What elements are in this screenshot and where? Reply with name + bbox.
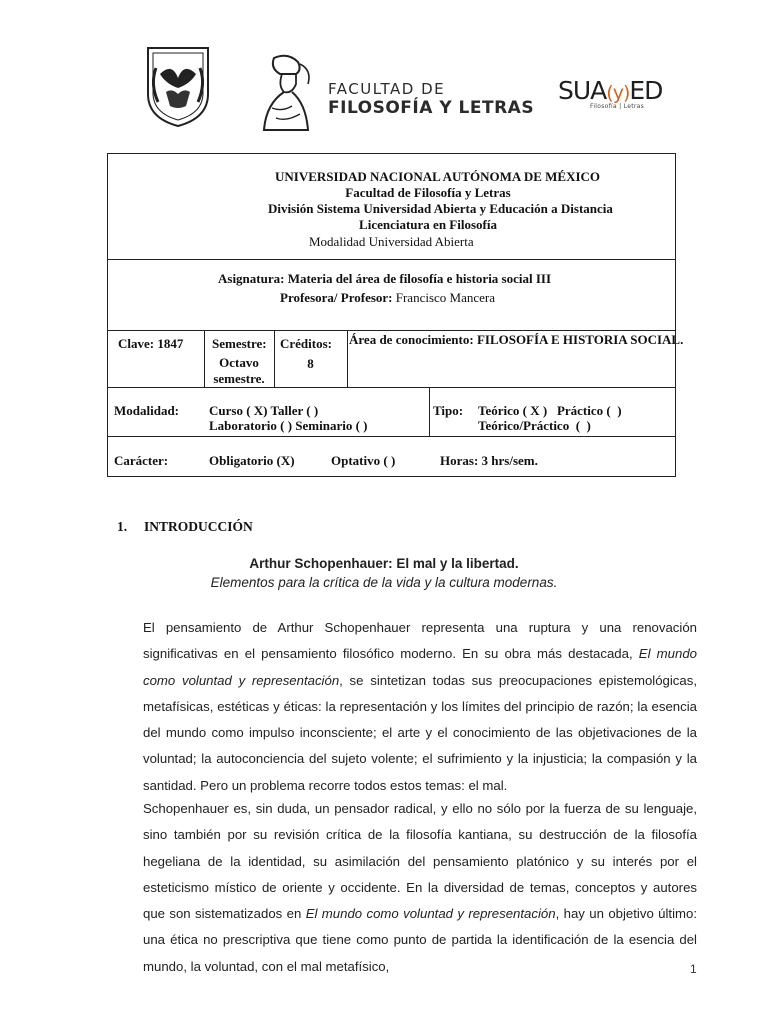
professor-line [280,290,495,306]
table-divider [108,259,675,260]
paragraph-text: , se sintetizan todas sus preocupaciones epistemológicas, metafísicas, estéticas y éticas: la representación y los límites del principio de razón; la esencia del mundo como impulso inconsciente; el arte y el conocimiento de las objetivaciones de la voluntad; la autoconciencia del sujeto volente; el sufrimiento y la injusticia; la compasión y la santidad. Pero un problema recorre todos estos temas: el mal. [143,672,697,793]
page-number: 1 [690,962,697,976]
book-title-italic: El mundo como voluntad y representación [305,906,556,922]
caracter-label: Carácter: [114,453,169,468]
division-name: División Sistema Universidad Abierta y Educación a Distancia [268,201,613,216]
modality-name: Modalidad Universidad Abierta [309,234,474,249]
suayed-logo-mid: (y) [606,82,630,104]
semestre-value-line1: Octavo [219,355,259,370]
subject-label: Asignatura: [218,271,285,286]
section-number: 1. [117,519,128,534]
tipo-line2: Teórico/Práctico ( ) [478,418,591,433]
course-info-table [107,153,684,477]
section-title: INTRODUCCIÓN [144,519,253,534]
paragraph-text: , hay un objetivo último: una ética no prescriptiva que tiene como punto de partida la identificación de la esencia del mundo, la voluntad, con el mal metafísico, [143,906,698,974]
professor-value: Francisco Mancera [395,290,496,305]
subject-line [218,271,551,287]
suayed-logo-subtitle: Filosofía | Letras [590,103,645,110]
creditos-value: 8 [307,356,314,371]
faculty-logo-line2: FILOSOFÍA Y LETRAS [328,98,535,118]
optativo-option: Optativo ( ) [331,453,396,468]
article-subtitle: Elementos para la crítica de la vida y la cultura modernas. [210,575,558,590]
university-name: UNIVERSIDAD NACIONAL AUTÓNOMA DE MÉXICO [275,169,601,184]
article-title: Arthur Schopenhauer: El mal y la libertad. [249,556,519,571]
table-divider [108,330,675,331]
area-label: Área de conocimiento: [349,332,474,347]
suayed-logo [558,76,662,105]
clave-text: Clave: 1847 [118,336,184,351]
modalidad-line2: Laboratorio ( ) Seminario ( ) [209,418,368,433]
suayed-logo-left: SUA [558,76,607,105]
book-title-italic: El mundo como voluntad y representación [143,646,697,688]
table-divider [347,330,348,387]
semestre-label: Semestre: [212,336,267,351]
degree-name: Licenciatura en Filosofía [359,217,497,232]
tipo-line1: Teórico ( X ) Práctico ( ) [478,403,622,418]
area-line [349,332,683,348]
horas-text: Horas: 3 hrs/sem. [440,453,538,468]
tipo-label: Tipo: [433,403,464,418]
professor-label: Profesora/ Profesor: [280,290,393,305]
creditos-label: Créditos: [280,336,332,351]
athena-figure-logo [256,52,316,132]
modalidad-line1: Curso ( X) Taller ( ) [209,403,319,418]
area-value: FILOSOFÍA E HISTORIA SOCIAL. [476,332,684,347]
intro-paragraph-2 [143,796,697,980]
table-divider [429,387,430,436]
intro-paragraph-1 [143,615,697,799]
table-divider [108,436,675,437]
table-divider [108,387,675,388]
obligatorio-option: Obligatorio (X) [209,453,295,468]
suayed-logo-right: ED [629,76,663,105]
unam-seal-logo [142,44,214,128]
paragraph-text: El pensamiento de Arthur Schopenhauer representa una ruptura y una renovación significativas en el pensamiento filosófico moderno. En su obra más destacada, [143,620,697,662]
section-heading [117,519,253,535]
faculty-logo-line1: FACULTAD DE [328,80,446,98]
faculty-logo-text [328,80,534,118]
paragraph-text: Schopenhauer es, sin duda, un pensador radical, y ello no sólo por la fuerza de su lenguaje, sino también por su revisión crítica de la filosofía kantiana, su destrucción de la filosofía hegeliana de la identidad, su asimilación del pensamiento platónico y su interés por el esteticismo místico de oriente y occidente. En la diversidad de temas, conceptos y autores que son sistematizados en [143,801,697,922]
subject-value: Materia del área de filosofía e historia social III [287,271,552,286]
modalidad-label: Modalidad: [114,403,180,418]
semestre-value-line2: semestre. [213,371,265,386]
faculty-name: Facultad de Filosofía y Letras [345,185,511,200]
